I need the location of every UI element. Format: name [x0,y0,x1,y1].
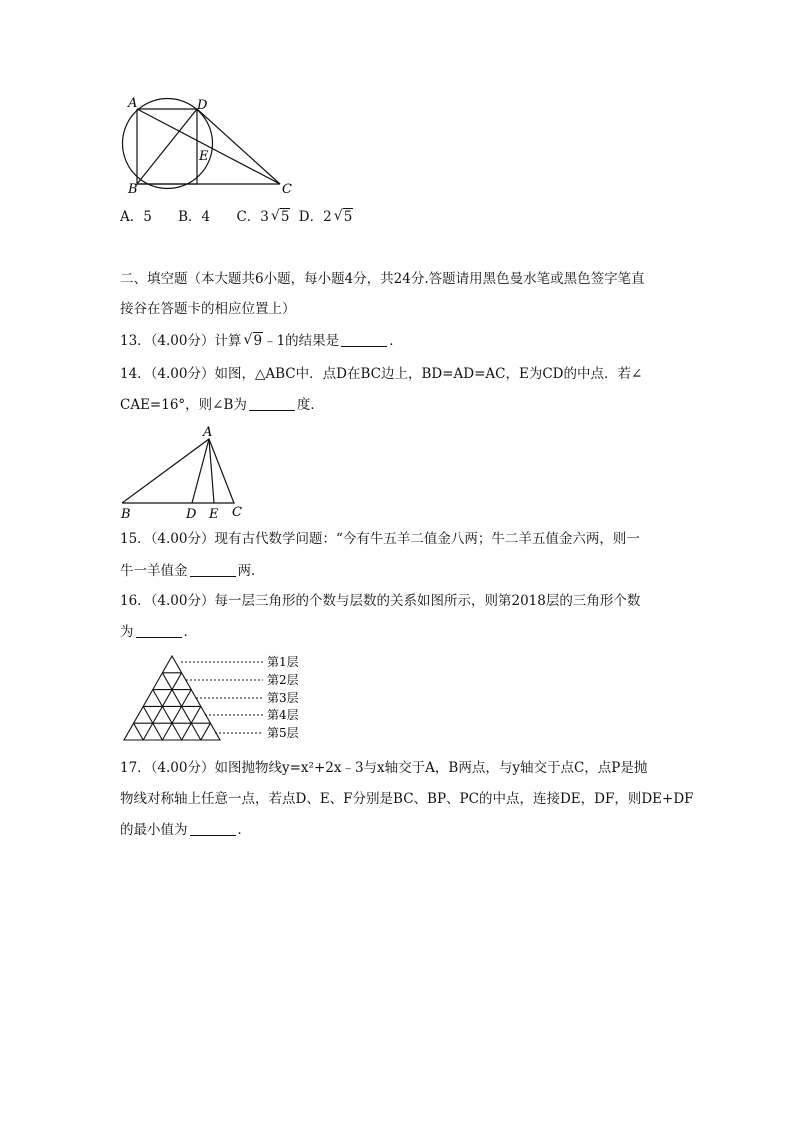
fig12-label-c: C [282,182,292,197]
fig12-label-b: B [128,182,138,197]
q12-choice-d: D．2 √ 5 [298,208,353,225]
fig12-segment-ac [137,109,280,184]
q13-text: 13．（4.00分）计算 √ 9﹣1的结果是 ． [120,332,403,349]
fig12-diagonal-bd [137,109,197,184]
q13-answer-blank[interactable] [341,334,387,347]
fig14-segment-ad [192,439,209,503]
q17-line3: 的最小值为 ． [120,822,251,838]
fig12-label-a: A [128,96,138,111]
q15-line2: 牛一羊值金 两． [120,563,265,579]
q17-line1: 17．（4.00分）如图抛物线y=x²+2x﹣3与x轴交于A，B两点，与y轴交于点C，点P是抛 [120,760,648,776]
figure-q12 [112,92,302,197]
fig14-label-b: B [121,507,131,522]
figure-q14 [112,423,252,523]
q14-answer-blank[interactable] [249,398,295,411]
q12-choice-c: C．3 √ 5 [236,208,290,225]
q17-answer-blank[interactable] [190,823,236,836]
figure-q16 [115,650,315,746]
fig14-triangle [122,439,234,503]
fig12-label-e: E [199,149,209,164]
q12-choice-a: A．5 [120,209,152,225]
fig16-layer-1: 第1层 [267,655,299,669]
fig12-label-d: D [197,98,208,113]
q12-choices [120,208,353,226]
fig16-layer-3: 第3层 [267,691,299,705]
fig16-layer-2: 第2层 [267,673,299,687]
q15-line1: 15．（4.00分）现有古代数学问题：“今有牛五羊二值金八两；牛二羊五值金六两，则一 [120,531,640,547]
q14-line2: CAE=16°，则∠B为 度． [120,397,324,413]
q14-line1: 14．（4.00分）如图，△ABC中．点D在BC边上，BD=AD=AC，E为CD的中点．若∠ [120,366,643,382]
section2-line2: 接谷在答题卡的相应位置上） [120,301,296,317]
fig16-layer-5: 第5层 [267,726,299,740]
q12-choice-b: B．4 [178,209,211,225]
q15-answer-blank[interactable] [190,564,236,577]
fig16-leader-lines [181,662,263,733]
section2-line1: 二、填空题（本大题共6小题，每小题4分，共24分.答题请用黑色曼水笔或黑色签字笔直 [120,271,645,287]
q16-line1: 16．（4.00分）每一层三角形的个数与层数的关系如图所示，则第2018层的三角形个数 [120,593,641,609]
fig16-layer-4: 第4层 [267,708,299,722]
fig14-label-e: E [209,507,219,522]
q17-line2: 物线对称轴上任意一点，若点D、E、F分别是BC、BP、PC的中点，连接DE，DF，则DE+DF [120,791,694,807]
q16-line2: 为 ． [120,624,197,640]
fig14-label-a: A [203,425,213,440]
q16-answer-blank[interactable] [136,625,182,638]
fig14-label-c: C [232,505,242,520]
fig14-label-d: D [186,507,197,522]
